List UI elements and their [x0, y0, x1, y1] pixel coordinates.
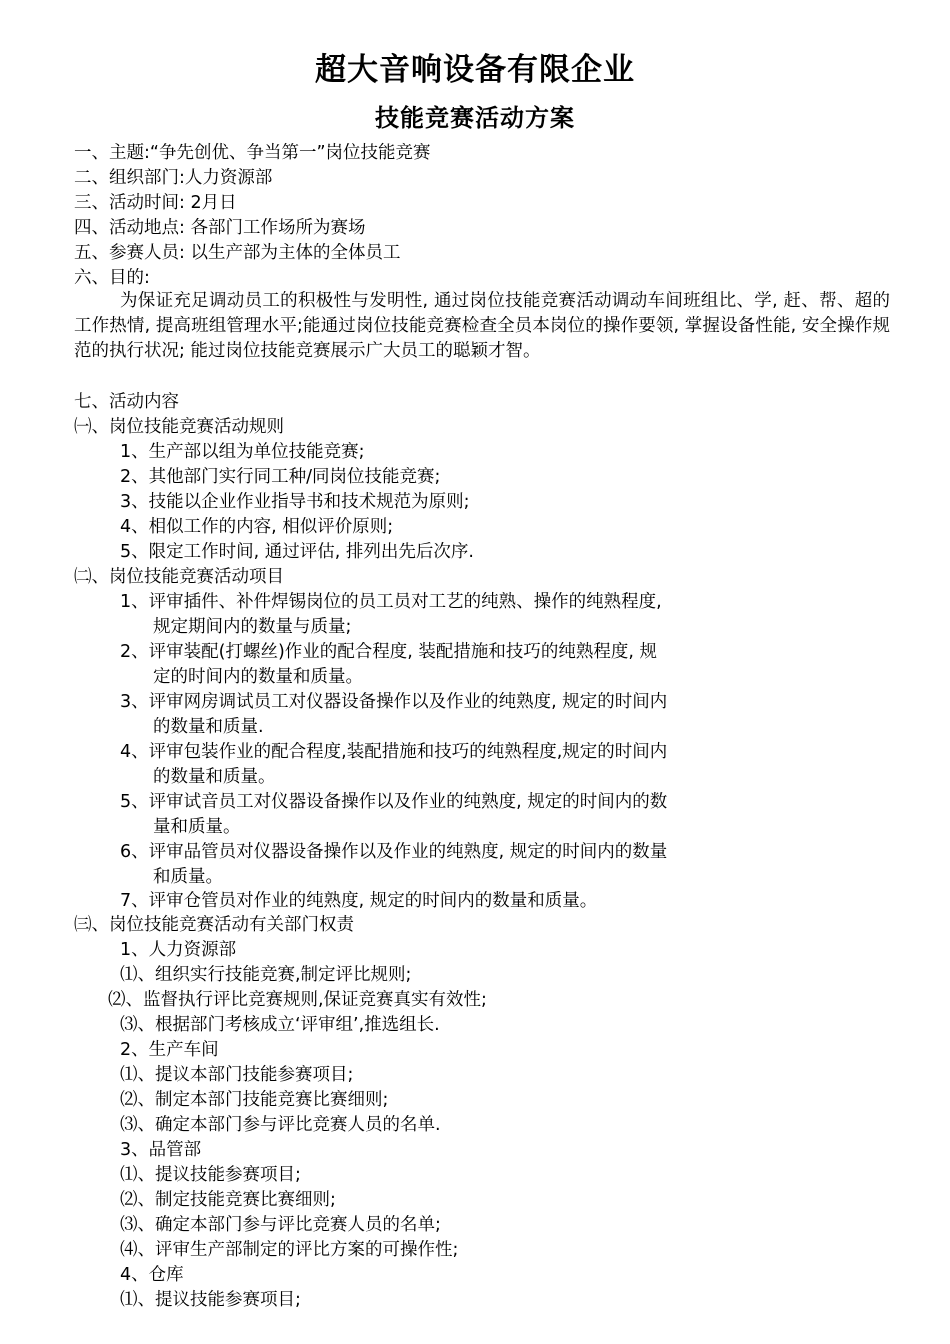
company-title: 超大音响设备有限企业	[315, 52, 635, 88]
section-purpose: 六、目的:	[74, 268, 150, 288]
duty-item: ⑴、提议本部门技能参赛项目;	[120, 1065, 354, 1085]
item-line: 7、评审仓管员对作业的纯熟度, 规定的时间内的数量和质量。	[120, 891, 598, 911]
duty-item: ⑶、根据部门考核成立‘评审组’,推选组长.	[120, 1015, 440, 1035]
plan-title: 技能竞赛活动方案	[375, 104, 575, 132]
purpose-paragraph: 为保证充足调动员工的积极性与发明性, 通过岗位技能竞赛活动调动车间班组比、学, 赶、帮、超的工作热情, 提高班组管理水平;能通过岗位技能竞赛检查全员本岗位的操作要领, 掌握设备性能, 安全操作规范的执行状况; 能过岗位技能竞赛展示广大员工的聪颖才智。	[74, 291, 890, 361]
duty-item: ⑴、提议技能参赛项目;	[120, 1290, 301, 1310]
rules-heading: ㈠、岗位技能竞赛活动规则	[74, 417, 284, 437]
item-line-cont: 量和质量。	[153, 817, 241, 837]
duty-item: ⑴、组织实行技能竞赛,制定评比规则;	[120, 965, 412, 985]
duty-item: ⑵、制定本部门技能竞赛比赛细则;	[120, 1090, 389, 1110]
duty-item: ⑶、确定本部门参与评比竞赛人员的名单;	[120, 1215, 441, 1235]
item-line: 1、评审插件、补件焊锡岗位的员工员对工艺的纯熟、操作的纯熟程度,	[120, 592, 662, 612]
item-line: 5、评审试音员工对仪器设备操作以及作业的纯熟度, 规定的时间内的数	[120, 792, 668, 812]
section-time: 三、活动时间: 2月日	[74, 193, 237, 213]
dept-qc: 3、品管部	[120, 1140, 202, 1160]
section-organizer: 二、组织部门:人力资源部	[74, 168, 273, 188]
item-line: 6、评审品管员对仪器设备操作以及作业的纯熟度, 规定的时间内的数量	[120, 842, 668, 862]
item-line: 4、评审包装作业的配合程度,装配措施和技巧的纯熟程度,规定的时间内	[120, 742, 668, 762]
item-line-cont: 的数量和质量。	[153, 767, 276, 787]
rule-item: 1、生产部以组为单位技能竞赛;	[120, 442, 365, 462]
duty-item: ⑶、确定本部门参与评比竞赛人员的名单.	[120, 1115, 441, 1135]
item-line-cont: 和质量。	[153, 867, 223, 887]
item-line: 3、评审网房调试员工对仪器设备操作以及作业的纯熟度, 规定的时间内	[120, 692, 668, 712]
dept-hr: 1、人力资源部	[120, 940, 237, 960]
section-participants: 五、参赛人员: 以生产部为主体的全体员工	[74, 243, 401, 263]
duty-item: ⑵、制定技能竞赛比赛细则;	[120, 1190, 336, 1210]
dept-production: 2、生产车间	[120, 1040, 219, 1060]
section-content: 七、活动内容	[74, 392, 179, 412]
rule-item: 3、技能以企业作业指导书和技术规范为原则;	[120, 492, 470, 512]
items-heading: ㈡、岗位技能竞赛活动项目	[74, 567, 284, 587]
duty-item: ⑴、提议技能参赛项目;	[120, 1165, 301, 1185]
section-venue: 四、活动地点: 各部门工作场所为赛场	[74, 218, 366, 238]
rule-item: 5、限定工作时间, 通过评估, 排列出先后次序.	[120, 542, 474, 562]
duties-heading: ㈢、岗位技能竞赛活动有关部门权责	[74, 915, 354, 935]
duty-item: ⑵、监督执行评比竞赛规则,保证竞赛真实有效性;	[108, 990, 487, 1010]
dept-warehouse: 4、仓库	[120, 1265, 184, 1285]
rule-item: 4、相似工作的内容, 相似评价原则;	[120, 517, 394, 537]
item-line: 2、评审装配(打螺丝)作业的配合程度, 装配措施和技巧的纯熟程度, 规	[120, 642, 658, 662]
item-line-cont: 定的时间内的数量和质量。	[153, 667, 363, 687]
section-theme: 一、主题:“争先创优、争当第一”岗位技能竞赛	[74, 143, 431, 163]
duty-item: ⑷、评审生产部制定的评比方案的可操作性;	[120, 1240, 459, 1260]
item-line-cont: 的数量和质量.	[153, 717, 264, 737]
rule-item: 2、其他部门实行同工种/同岗位技能竞赛;	[120, 467, 441, 487]
item-line-cont: 规定期间内的数量与质量;	[153, 617, 352, 637]
